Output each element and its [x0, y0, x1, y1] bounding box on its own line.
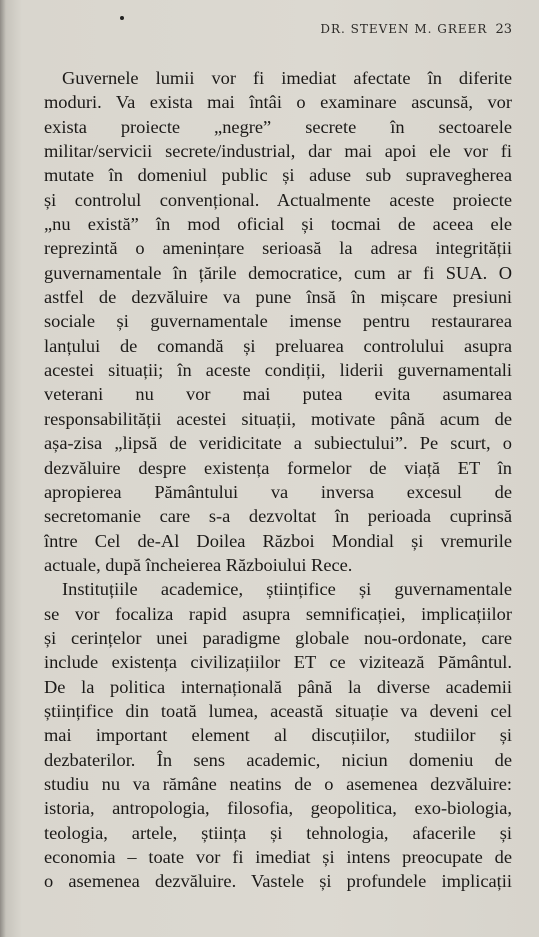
- paragraph-2: [44, 577, 512, 893]
- text-line: moduri. Va exista mai întâi o examinare ascunsă, vor: [44, 92, 512, 113]
- text-line: mai important element al discuțiilor, studiilor și: [44, 725, 512, 746]
- text-line: „nu există” în mod oficial și tocmai de aceea ele: [44, 214, 512, 235]
- text-line: studiu nu va rămâne neatins de o asemenea dezvăluire:: [44, 773, 512, 794]
- text-line: dezbaterilor. În sens academic, niciun domeniu de: [44, 749, 512, 770]
- text-line: între Cel de-Al Doilea Război Mondial și vremurile: [44, 530, 512, 551]
- text-line: include existența civilizațiilor ET ce vizitează Pământul.: [44, 652, 512, 673]
- text-line: veterani nu vor mai putea evita asumarea: [44, 384, 512, 405]
- ink-speck: [120, 16, 124, 20]
- text-line: secretomanie care s-a dezvoltat în perioada cuprinsă: [44, 506, 512, 527]
- text-line: sociale și guvernamentale imense pentru restaurarea: [44, 311, 512, 332]
- text-line: așa-zisa „lipsă de veridicitate a subiectului”. Pe scurt, o: [44, 433, 512, 454]
- text-line: mutate în domeniul public și aduse sub supravegherea: [44, 165, 512, 186]
- page-number: 23: [495, 22, 512, 37]
- text-line: reprezintă o amenințare serioasă la adresa integrității: [44, 238, 512, 259]
- text-line: astfel de dezvăluire va pune însă în mișcare presiuni: [44, 287, 512, 308]
- text-line: dezvăluire despre existența formelor de viață ET în: [44, 457, 512, 478]
- text-line: istoria, antropologia, filosofia, geopolitica, exo-biologia,: [44, 798, 512, 819]
- text-line: Guvernele lumii vor fi imediat afectate în diferite: [62, 68, 512, 88]
- text-line: exista proiecte „negre” secrete în sectoarele: [44, 116, 512, 137]
- text-line: acestei situații; în aceste condiții, liderii guvernamentali: [44, 360, 512, 381]
- text-line: lanțului de comandă și preluarea controlului asupra: [44, 335, 512, 356]
- text-line: se vor focaliza rapid asupra semnificației, implicațiilor: [44, 603, 512, 624]
- text-line: științifice din toată lumea, această situație va deveni cel: [44, 700, 512, 721]
- text-line: guvernamentale în țările democratice, cum ar fi SUA. O: [44, 262, 512, 283]
- text-line: Instituțiile academice, științifice și guvernamentale: [62, 579, 512, 600]
- running-header: [320, 22, 512, 37]
- text-line: militar/servicii secrete/industrial, dar mai apoi ele vor fi: [44, 141, 512, 162]
- text-line: și cerințelor unei paradigme globale nou-ordonate, care: [44, 627, 512, 648]
- body-text: [44, 66, 512, 894]
- text-line: De la politica internațională până la diverse academii: [44, 676, 512, 697]
- text-line: economia – toate vor fi imediat și intens preocupate de: [44, 847, 512, 867]
- paragraph-1: [44, 66, 512, 577]
- author-name: DR. STEVEN M. GREER: [320, 22, 488, 36]
- text-line: și controlul convențional. Actualmente aceste proiecte: [44, 189, 512, 210]
- text-line: apropierea Pământului va inversa excesul de: [44, 481, 512, 502]
- text-line: teologia, artele, știința și tehnologia, afacerile și: [44, 822, 512, 843]
- text-line: actuale, după încheierea Războiului Rece.: [44, 554, 353, 575]
- text-line: responsabilității acestei situații, motivate până acum de: [44, 408, 512, 429]
- text-line: o asemenea dezvăluire. Vastele și profundele implicații: [44, 871, 512, 892]
